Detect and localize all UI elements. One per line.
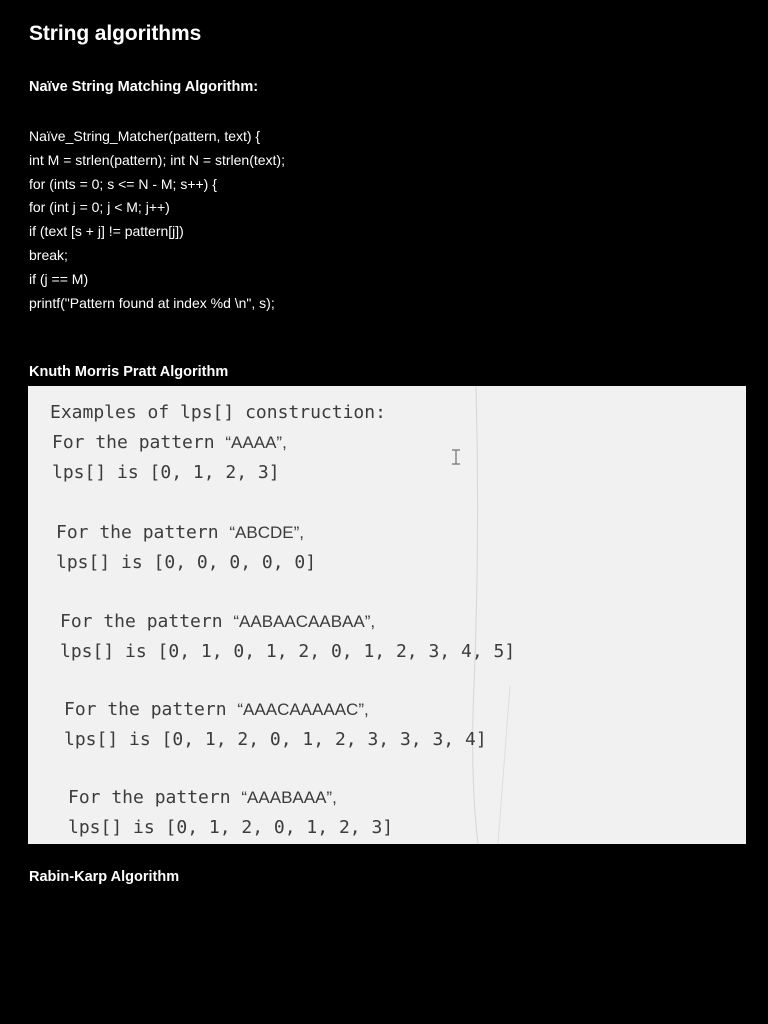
lps-value: [0, 1, 2, 0, 1, 2, 3] xyxy=(165,817,394,838)
code-line: break; xyxy=(29,246,68,263)
kmp-lps-image xyxy=(28,386,746,844)
kmp-lps-figure xyxy=(28,386,746,844)
example-lps-line xyxy=(64,729,487,750)
code-line: for (int j = 0; j < M; j++) xyxy=(29,199,170,216)
pattern-prefix: For the pattern xyxy=(56,522,230,543)
example-lps-line xyxy=(56,552,316,573)
example-pattern-line xyxy=(68,787,337,808)
pattern-prefix: For the pattern xyxy=(64,699,238,720)
figure-header: Examples of lps[] construction: xyxy=(50,402,386,423)
lps-prefix: lps[] is xyxy=(52,462,150,483)
lps-value: [0, 1, 2, 0, 1, 2, 3, 3, 3, 4] xyxy=(161,729,487,750)
example-pattern-line xyxy=(52,432,287,453)
lps-value: [0, 1, 2, 3] xyxy=(149,462,280,483)
lps-value: [0, 1, 0, 1, 2, 0, 1, 2, 3, 4, 5] xyxy=(157,641,516,662)
text-cursor-icon xyxy=(452,450,460,464)
lps-value: [0, 0, 0, 0, 0] xyxy=(153,552,317,573)
example-pattern-line xyxy=(60,611,375,632)
example-lps-line xyxy=(52,462,280,483)
pattern-value: “AABAACAABAA”, xyxy=(233,612,376,631)
page-title: String algorithms xyxy=(29,22,202,45)
code-line: int M = strlen(pattern); int N = strlen(text); xyxy=(29,151,285,168)
pattern-value: “AAAA”, xyxy=(225,433,287,452)
pattern-value: “AAACAAAAAC”, xyxy=(237,700,369,719)
code-line: printf("Pattern found at index %d \n", s); xyxy=(29,294,275,311)
naive-code-block xyxy=(29,125,285,315)
example-pattern-line xyxy=(56,522,304,543)
pattern-prefix: For the pattern xyxy=(60,611,234,632)
example-pattern-line xyxy=(64,699,369,720)
pattern-value: “ABCDE”, xyxy=(229,523,305,542)
code-line: if (text [s + j] != pattern[j]) xyxy=(29,223,184,240)
lps-prefix: lps[] is xyxy=(68,817,166,838)
example-lps-line xyxy=(68,817,393,838)
code-line: Naïve_String_Matcher(pattern, text) { xyxy=(29,128,261,144)
pattern-value: “AAABAAA”, xyxy=(241,788,337,807)
lps-prefix: lps[] is xyxy=(56,552,154,573)
pattern-prefix: For the pattern xyxy=(52,432,226,453)
code-line: for (ints = 0; s <= N - M; s++) { xyxy=(29,175,217,192)
example-lps-line xyxy=(60,641,515,662)
lps-prefix: lps[] is xyxy=(60,641,158,662)
naive-heading: Naïve String Matching Algorithm: xyxy=(29,79,259,95)
lps-prefix: lps[] is xyxy=(64,729,162,750)
kmp-heading: Knuth Morris Pratt Algorithm xyxy=(29,364,229,380)
rabin-karp-heading: Rabin-Karp Algorithm xyxy=(29,869,180,885)
pattern-prefix: For the pattern xyxy=(68,787,242,808)
code-line: if (j == M) xyxy=(29,270,89,287)
